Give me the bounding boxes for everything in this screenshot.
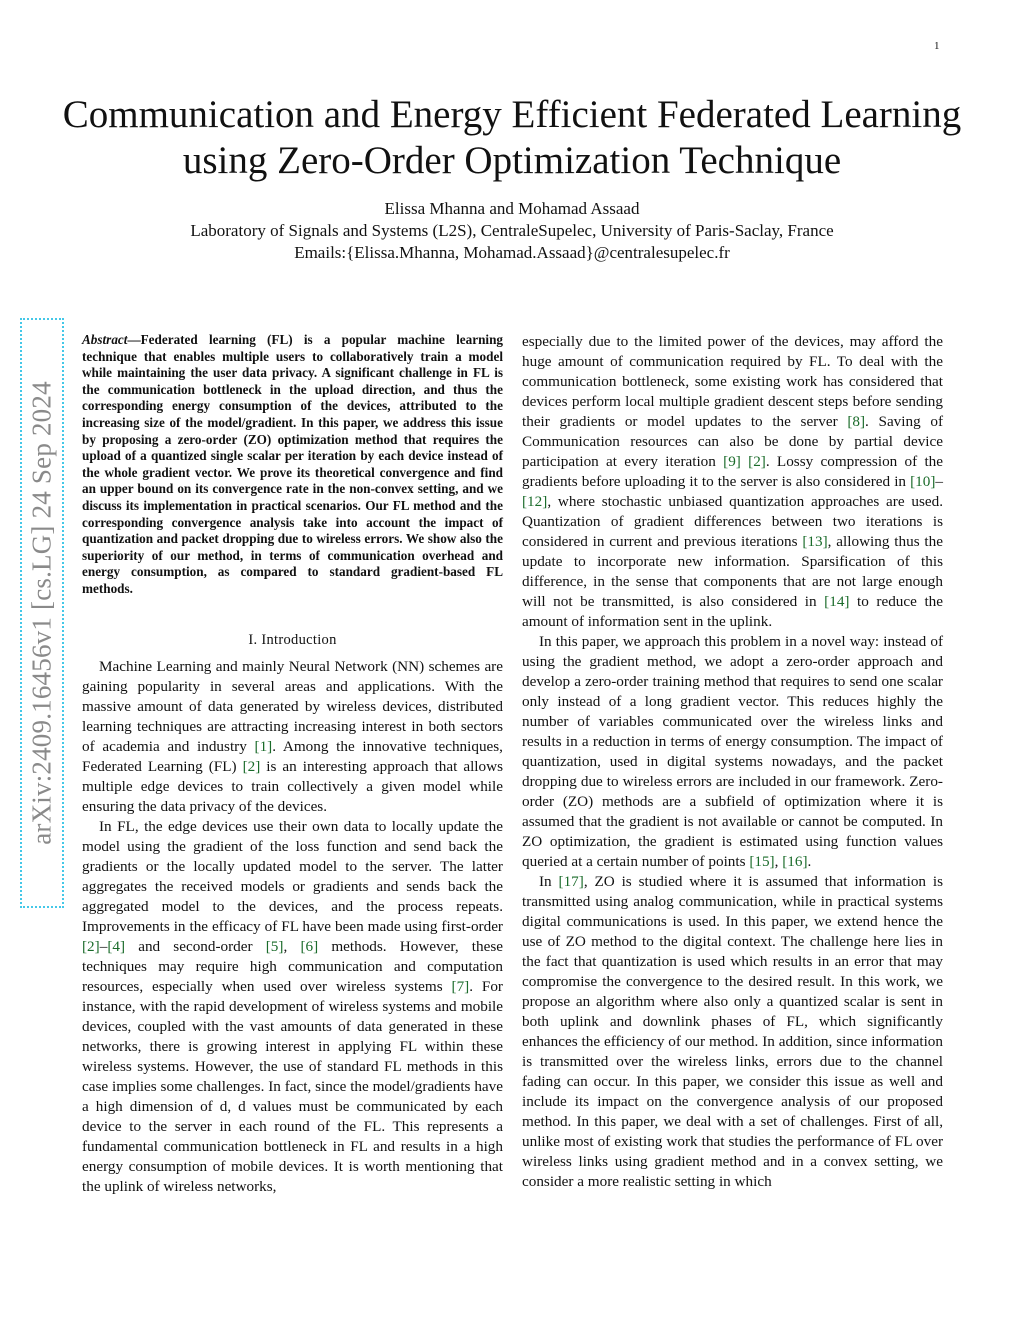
left-column [82,332,503,1197]
citation-link[interactable]: [16] [782,853,808,870]
citation-link[interactable]: [1] [254,737,273,755]
citation-link[interactable]: [5] [265,937,284,955]
citation-link[interactable]: [17] [558,873,584,890]
affiliation: Laboratory of Signals and Systems (L2S), CentraleSupelec, University of Paris-Saclay, France [190,221,834,240]
paragraph-text: – [99,937,108,955]
paragraph-text: In [539,873,559,890]
citation-link[interactable]: [4] [107,937,126,955]
paragraph [82,657,503,817]
page-number: 1 [934,40,940,52]
paragraph-text: – [935,473,943,490]
abstract-label: Abstract [82,332,128,347]
arxiv-id: arXiv:2409.16456v1 [cs.LG] 24 Sep 2024 [26,381,57,845]
citation-link[interactable]: [2] [242,757,261,775]
paragraph-text: , where stochastic unbiased quantization approaches are used. Quantization of gradient differences between two iterations is considered in current and previous iterations [522,493,943,550]
abstract [82,332,503,598]
citation-link[interactable]: [7] [451,977,470,995]
section-heading-introduction: I. Introduction [248,631,337,648]
paragraph-text: In this paper, we approach this problem in a novel way: instead of using the gradient method, we adopt a zero-order approach and develop a zero-order training method that requires to send one scalar only instead of a long gradient vector. This reduces highly the number of variables communicated over the wireless links and results in a reduction in terms of energy consumption. The impact of quantization, used in digital systems nowadays, and the packet dropping due to wireless errors are included in our framework. Zero-order (ZO) methods are a subfield of optimization where it is assumed that the gradient is not available or cannot be computed. In ZO optimization, the gradient is estimated using function values queried at a certain number of points [522,633,943,870]
paragraph-text: . Lossy compression of the gradients before uploading it to the server is also considered in [522,453,944,490]
paper-title: Communication and Energy Efficient Federated Learning using Zero-Order Optimization Technique [62,93,962,182]
right-column [522,332,943,1192]
abstract-text: —Federated learning (FL) is a popular machine learning technique that enables multiple users to collaboratively train a model while maintaining the user data privacy. A significant challenge in FL is the communication bottleneck in the upload direction, and thus the corresponding energy consumption of the devices, attributed to the increasing size of the model/gradient. In this paper, we address this issue by proposing a zero-order (ZO) optimization method that requires the upload of a quantized single scalar per iteration by each device instead of the whole gradient vector. We prove its theoretical convergence and find an upper bound on its convergence rate in the non-convex setting, and we discuss its implementation in practical scenarios. Our FL method and the corresponding convergence analysis take into account the impact of quantization and packet dropping due to wireless errors. We show also the superiority of our method, in terms of communication overhead and energy consumption, as compared to standard gradient-based FL methods. [82,332,503,596]
paragraph [522,632,943,872]
paragraph-text: . Saving of Communication resources can also be done by partial device participation at every iteration [522,413,943,470]
citation-link[interactable]: [9] [723,453,741,470]
paragraph [522,872,943,1192]
paragraph-text: and second-order [125,937,266,955]
citation-link[interactable]: [6] [300,937,319,955]
citation-link[interactable]: [10] [910,473,936,490]
paragraph-text: is an interesting approach that allows multiple edge devices to train collectively a given model while ensuring the data privacy of the devices. [82,757,503,815]
citation-link[interactable]: [2] [82,937,100,955]
citation-link[interactable]: [8] [847,413,866,430]
citation-link[interactable]: [12] [522,493,548,510]
citation-link[interactable]: [15] [749,853,775,870]
paragraph-text: , [774,853,783,870]
paragraph-text: . [807,853,812,870]
paragraph-text: , [283,937,301,955]
arxiv-stamp [20,318,64,908]
paragraph-text: Machine Learning and mainly Neural Network (NN) schemes are gaining popularity in several areas and applications. With the massive amount of data generated by wireless devices, distributed learning techniques are attracting increasing interest in both sectors of academia and industry [82,657,503,755]
authors: Elissa Mhanna and Mohamad Assaad [384,199,640,218]
citation-link[interactable]: [14] [824,593,850,610]
paragraph-text: methods. However, these techniques may require high communication and computation resources, especially when used over wireless systems [82,937,503,995]
paragraph [522,332,943,632]
paragraph-text: . For instance, with the rapid development of wireless systems and mobile devices, coupled with the vast amounts of data generated in these networks, there is growing interest in applying FL within these wireless systems. However, the use of standard FL methods in this case implies some challenges. In fact, since the model/gradients have a high dimension of d, d values must be communicated by each device to the server in each round of the FL. This represents a fundamental communication bottleneck in FL and results in a high energy consumption of mobile devices. It is worth mentioning that the uplink of wireless networks, [82,977,503,1195]
paragraph-text: In FL, the edge devices use their own data to locally update the model using the gradient of the loss function and send back the gradients or the locally updated model to the server. The latter aggregates the received models or gradients and sends back the aggregated model to the devices, and the process repeats. Improvements in the efficacy of FL have been made using first-order [82,817,503,935]
citation-link[interactable]: [2] [748,453,766,470]
paragraph-text: , ZO is studied where it is assumed that information is transmitted using analog communication, while in practical systems digital communications is used. In this paper, we extend hence the use of ZO method to the digital context. The challenge here lies in the fact that quantization is used which results in an error that may compromise the convergence to the desired result. In this work, we propose an algorithm where also only a quantized scalar is sent in both uplink and downlink phases of FL, which significantly enhances the efficiency of our method. In addition, since information is transmitted over the wireless links, errors due to the channel fading can occur. In this paper, we consider this issue as well and include its impact on the convergence analysis of our proposed method. In this paper, we deal with a set of challenges. First of all, unlike most of existing work that studies the performance of FL over wireless links using gradient method and in a convex setting, we consider a more realistic setting in which [522,873,944,1190]
paragraph-text: . Among the innovative techniques, Federated Learning (FL) [82,737,503,775]
emails: Emails:{Elissa.Mhanna, Mohamad.Assaad}@centralesupelec.fr [294,243,730,262]
paragraph [82,817,503,1197]
citation-link[interactable]: [13] [802,533,828,550]
paragraph-text: , allowing thus the update to incorporate new information. Sparsification of this difference, in the sense that components that are not large enough will not be transmitted, is also considered in [522,533,943,610]
paragraph-text: especially due to the limited power of the devices, may afford the huge amount of communication required by FL. To deal with the communication bottleneck, some existing work has considered that devices perform local multiple gradient descent steps before sending their gradients or model updates to the server [522,333,943,430]
paragraph-text: to reduce the amount of information sent in the uplink. [522,593,943,630]
